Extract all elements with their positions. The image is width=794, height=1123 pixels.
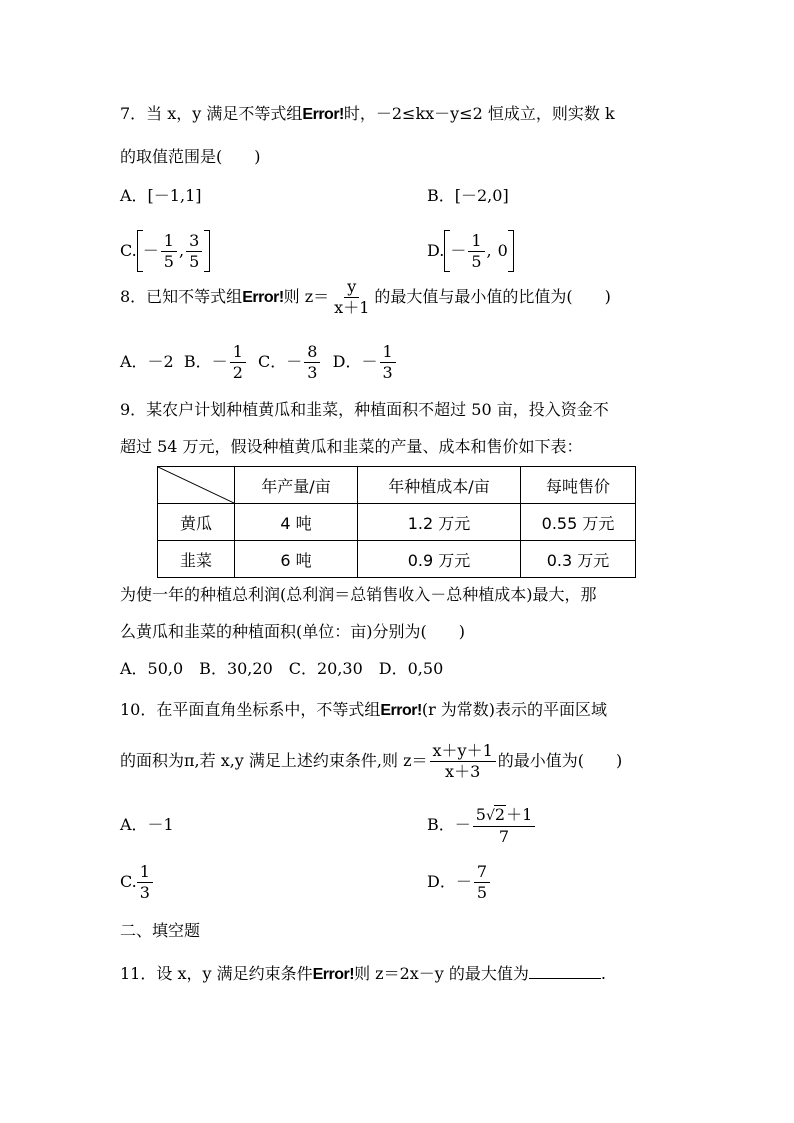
denominator: 5 xyxy=(189,251,200,271)
q8-option-d-label: D．－ xyxy=(332,352,378,371)
q11-line xyxy=(120,962,606,985)
q9-line2: 超过 54 万元，假设种植黄瓜和韭菜的产量、成本和售价如下表： xyxy=(120,437,583,456)
q10-option-c xyxy=(120,863,155,902)
q7-option-b: B．[－2,0] xyxy=(427,186,509,205)
denominator: 3 xyxy=(307,363,318,382)
table-header: 年种植成本/亩 xyxy=(358,467,521,504)
q7-line1 xyxy=(120,104,615,125)
q10-option-b-label: B．－ xyxy=(427,815,471,834)
right-bracket xyxy=(508,230,514,272)
q10-text-b: (r 为常数)表示的平面区域 xyxy=(421,700,608,719)
minus-sign: － xyxy=(142,241,159,260)
q10-prefix: 10．在平面直角坐标系中，不等式组 xyxy=(120,700,381,719)
radicand: 2 xyxy=(494,805,506,824)
q7-option-c xyxy=(120,229,210,273)
q10-line1 xyxy=(120,700,607,721)
q7-option-d xyxy=(427,229,514,273)
answer-blank[interactable] xyxy=(529,962,601,979)
q10-text-c: 的面积为π,若 x,y 满足上述约束条件,则 z＝ xyxy=(120,751,428,770)
q8-options xyxy=(120,343,398,382)
denominator: 5 xyxy=(471,251,482,271)
q9-line3: 为使一年的种植总利润(总利润＝总销售收入－总种植成本)最大，那 xyxy=(120,585,597,604)
minus-sign: － xyxy=(450,241,467,260)
numerator: 1 xyxy=(468,232,484,252)
q9-table xyxy=(157,466,636,578)
table-header: 每吨售价 xyxy=(521,467,636,504)
denominator: 7 xyxy=(498,827,510,846)
q8-option-b-label: B．－ xyxy=(183,352,228,371)
q7-d-label: D. xyxy=(427,241,445,260)
table-cell: 6 吨 xyxy=(235,541,358,578)
numerator: 1 xyxy=(137,863,153,883)
q10-line2 xyxy=(120,742,622,781)
sqrt-icon: √ xyxy=(485,808,495,824)
numerator: 3 xyxy=(186,232,202,252)
fraction xyxy=(474,863,490,902)
q8-option-a: A．－2 xyxy=(120,352,174,371)
diagonal-line xyxy=(158,467,234,503)
fraction xyxy=(161,232,177,271)
denominator: 3 xyxy=(139,883,150,902)
table-cell: 0.55 万元 xyxy=(521,504,636,541)
fraction xyxy=(137,863,153,902)
q7-text-b: 时，－2≤kx－y≤2 恒成立，则实数 k xyxy=(343,104,615,123)
table-header-row xyxy=(158,467,636,504)
right-bracket xyxy=(204,230,210,272)
comma: , xyxy=(178,241,185,260)
q9-line1: 9．某农户计划种植黄瓜和韭菜，种植面积不超过 50 亩，投入资金不 xyxy=(120,400,609,419)
q8-suffix: 的最大值与最小值的比值为( ) xyxy=(374,287,611,306)
denominator: 5 xyxy=(476,883,488,902)
fraction xyxy=(473,805,535,846)
table-row xyxy=(158,504,636,541)
q10-option-b xyxy=(427,805,537,846)
q10-option-c-label: C. xyxy=(120,872,137,891)
denominator: 2 xyxy=(232,363,243,382)
fraction xyxy=(304,343,320,382)
q10-error: Error! xyxy=(380,702,422,719)
q9-line4: 么黄瓜和韭菜的种植面积(单位：亩)分别为( ) xyxy=(120,622,465,641)
addend: ＋1 xyxy=(506,805,533,824)
section-heading: 二、填空题 xyxy=(120,921,201,940)
q7-text-a: 7．当 x，y 满足不等式组 xyxy=(120,104,303,123)
denominator: x＋3 xyxy=(445,762,481,781)
table-header: 年产量/亩 xyxy=(235,467,358,504)
denominator: x＋1 xyxy=(334,298,370,317)
coefficient: 5 xyxy=(475,805,486,824)
q11-error: Error! xyxy=(312,966,355,983)
table-cell: 4 吨 xyxy=(235,504,358,541)
fraction xyxy=(468,232,484,271)
diagonal-header-cell xyxy=(158,467,235,504)
q10-option-d-label: D．－ xyxy=(427,872,472,891)
denominator: 5 xyxy=(163,251,174,271)
fraction xyxy=(186,232,202,271)
row-label: 韭菜 xyxy=(158,541,235,578)
numerator: 1 xyxy=(230,343,246,363)
q8-fraction xyxy=(331,278,372,317)
q7-error: Error! xyxy=(302,106,344,123)
q8-prefix: 8．已知不等式组 xyxy=(120,287,243,306)
row-label: 黄瓜 xyxy=(158,504,235,541)
numerator: 7 xyxy=(474,863,490,883)
numerator: 1 xyxy=(161,232,177,252)
fraction xyxy=(230,343,246,382)
q7-c-label: C. xyxy=(120,241,137,260)
q10-text-d: 的最小值为( ) xyxy=(497,751,623,770)
table-cell: 0.3 万元 xyxy=(521,541,636,578)
q10-fraction xyxy=(430,742,496,781)
numerator: x＋y＋1 xyxy=(430,742,496,762)
q7-option-a: A．[－1,1] xyxy=(120,186,202,205)
table-row xyxy=(158,541,636,578)
denominator: 3 xyxy=(382,363,393,382)
q8-option-c-label: C．－ xyxy=(258,352,303,371)
numerator xyxy=(473,805,535,827)
numerator: 8 xyxy=(304,343,320,363)
numerator: y xyxy=(344,278,359,298)
table-cell: 0.9 万元 xyxy=(358,541,521,578)
q8-error: Error! xyxy=(242,289,284,306)
value: 0 xyxy=(497,241,508,260)
q8-line1 xyxy=(120,278,611,317)
numerator: 1 xyxy=(380,343,396,363)
q10-option-a: A．－1 xyxy=(120,815,174,834)
fraction xyxy=(380,343,396,382)
q11-end: . xyxy=(600,964,607,983)
q9-options: A．50,0 B．30,20 C．20,30 D．0,50 xyxy=(120,659,444,678)
table-cell: 1.2 万元 xyxy=(358,504,521,541)
q7-line2: 的取值范围是( ) xyxy=(120,147,261,166)
q11-prefix: 11．设 x，y 满足约束条件 xyxy=(120,964,313,983)
comma: , xyxy=(486,241,492,260)
q11-suffix: 则 z＝2x－y 的最大值为 xyxy=(354,964,529,983)
q10-option-d xyxy=(427,863,492,902)
q8-mid: 则 z＝ xyxy=(283,287,330,306)
